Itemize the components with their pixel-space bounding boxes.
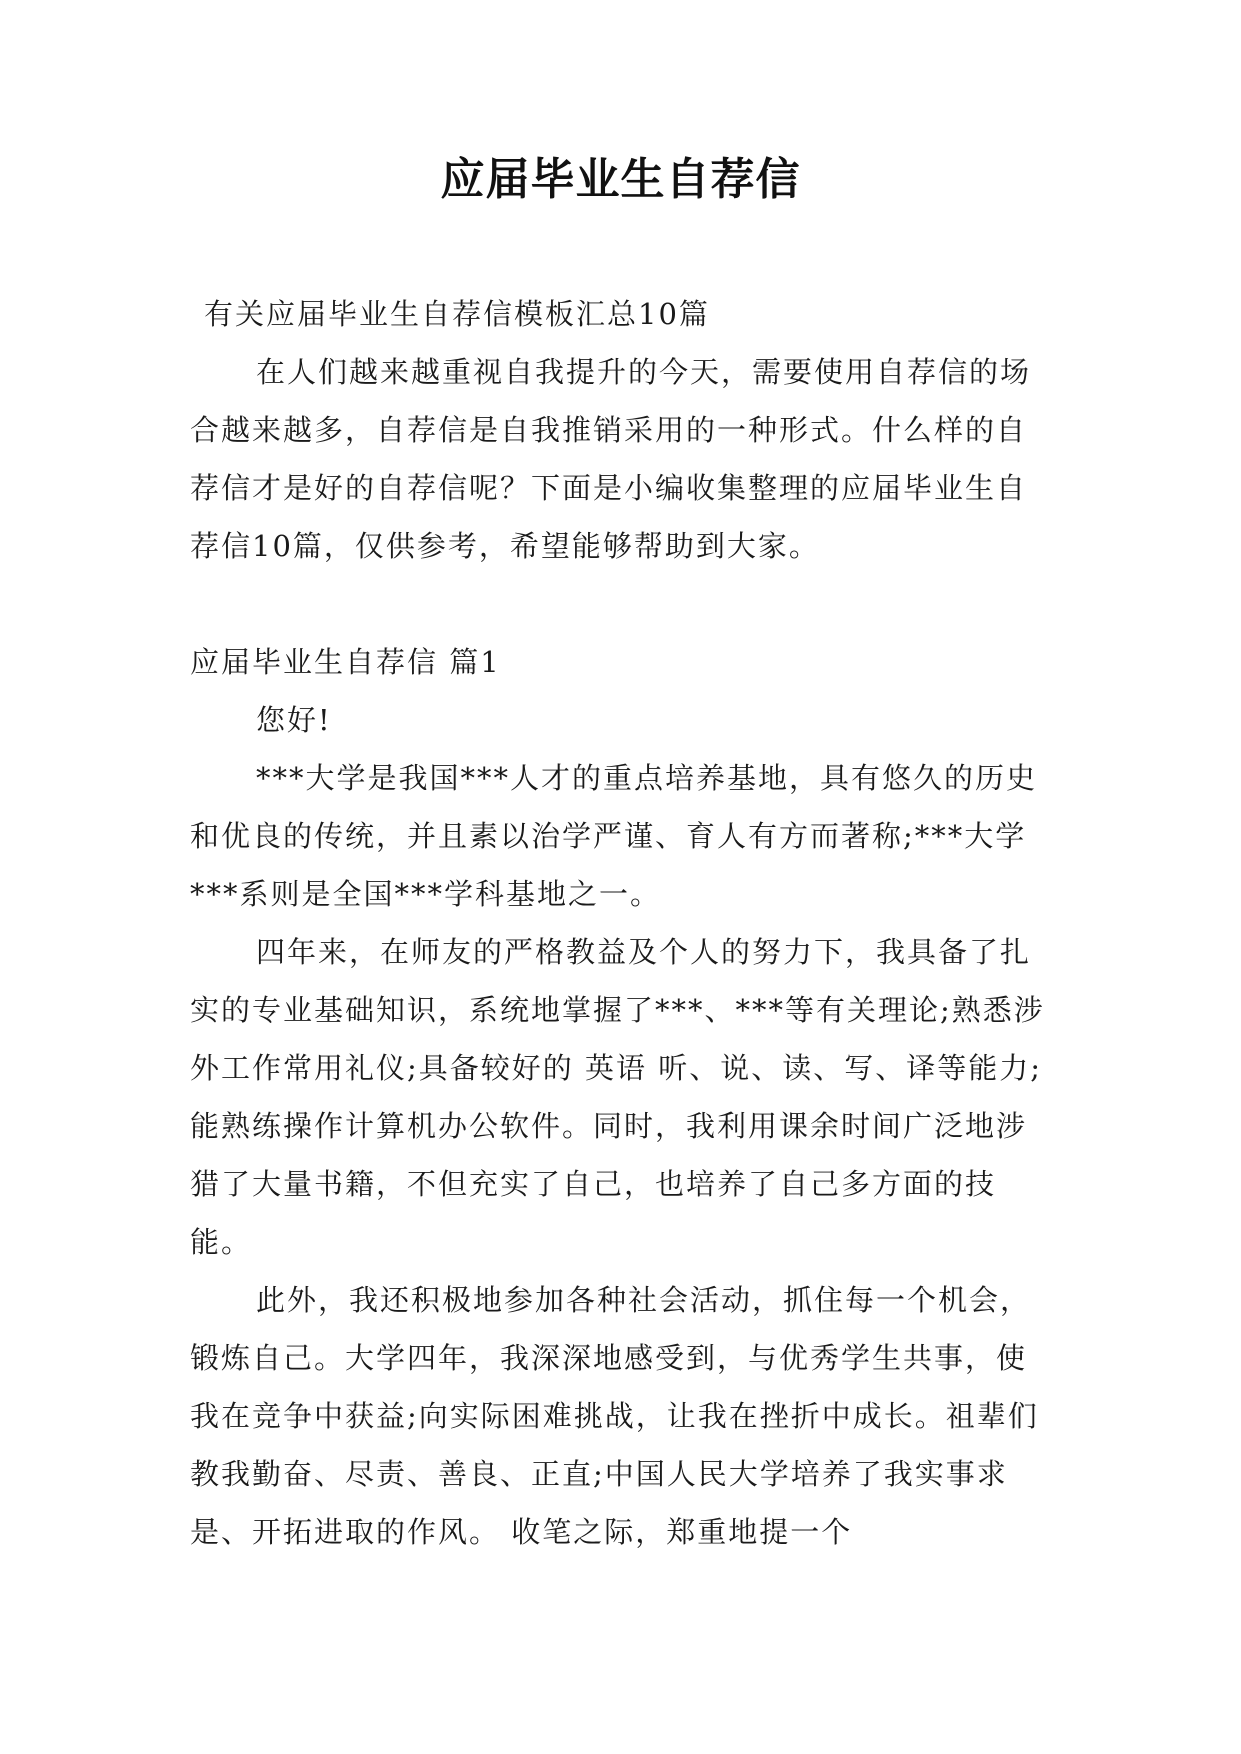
body-paragraph: 此外，我还积极地参加各种社会活动，抓住每一个机会，锻炼自己。大学四年，我深深地感受到，与优秀学生共事，使我在竞争中获益;向实际困难挑战，让我在挫折中成长。祖辈们教我勤奋、尽责、善良、正直;中国人民大学培养了我实事求是、开拓进取的作风。 收笔之际，郑重地提一个 [190,1283,1039,1549]
document-body [190,285,1050,1561]
document-subtitle: 有关应届毕业生自荐信模板汇总10篇 [204,297,710,331]
intro-paragraph: 在人们越来越重视自我提升的今天，需要使用自荐信的场合越来越多，自荐信是自我推销采用的一种形式。什么样的自荐信才是好的自荐信呢？下面是小编收集整理的应届毕业生自荐信10篇，仅供参考，希望能够帮助到大家。 [190,355,1032,563]
document-title: 应届毕业生自荐信 [440,154,801,205]
body-paragraph: ***大学是我国***人才的重点培养基地，具有悠久的历史和优良的传统，并且素以治学严谨、育人有方而著称;***大学***系则是全国***学科基地之一。 [190,761,1038,911]
section-heading: 应届毕业生自荐信 篇1 [190,645,501,679]
greeting: 您好! [256,703,332,737]
body-paragraph: 四年来，在师友的严格教益及个人的努力下，我具备了扎实的专业基础知识，系统地掌握了***、***等有关理论;熟悉涉外工作常用礼仪;具备较好的 英语 听、说、读、写、译等能力;能熟练操作计算机办公软件。同时，我利用课余时间广泛地涉猎了大量书籍，不但充实了自己，也培养了自己多方面的技能。 [190,935,1045,1259]
